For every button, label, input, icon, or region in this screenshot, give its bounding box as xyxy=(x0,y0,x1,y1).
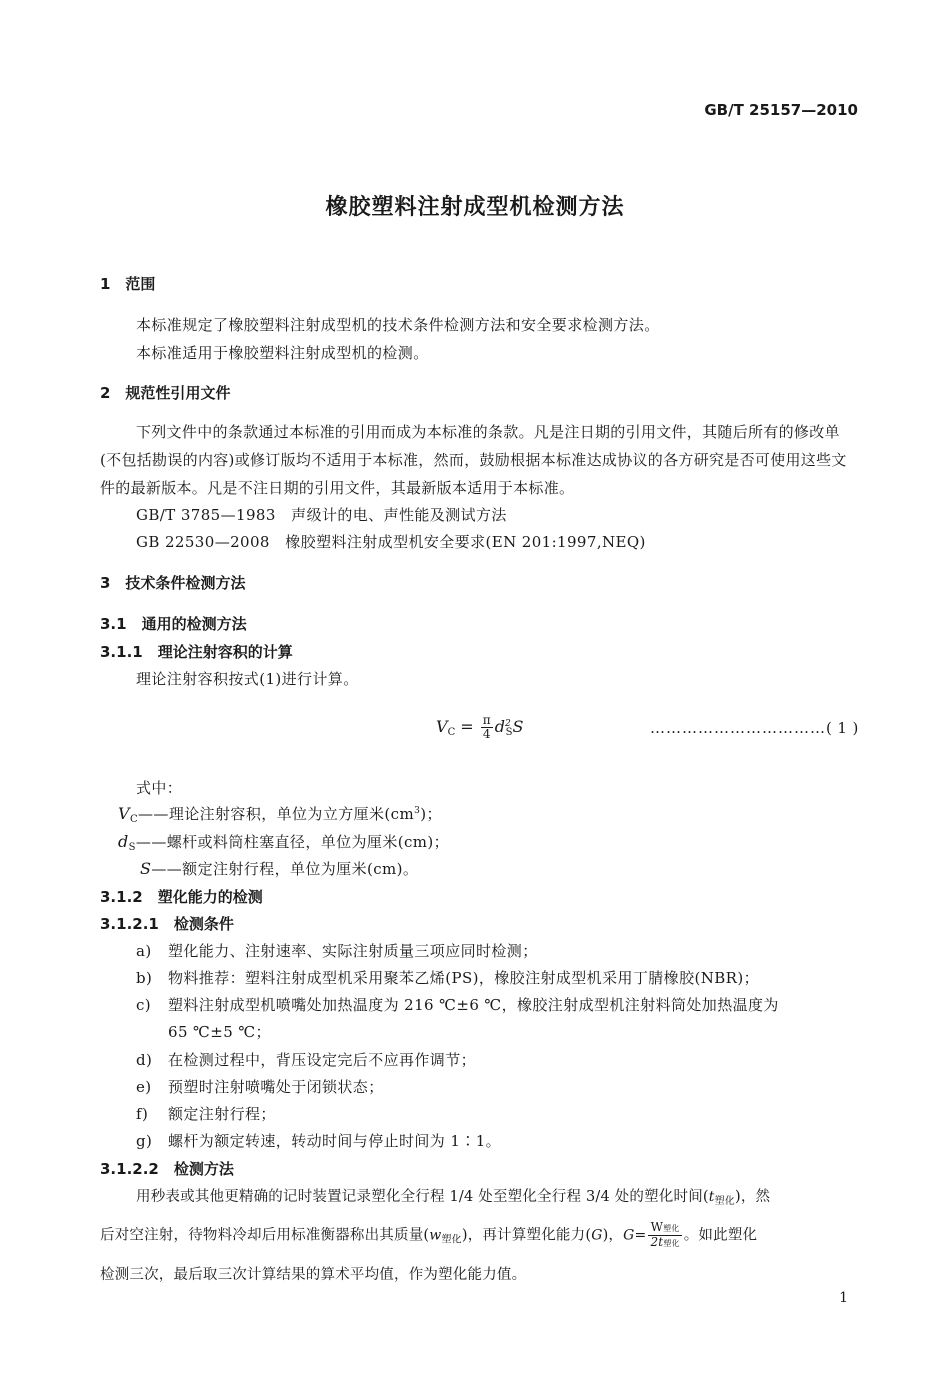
method-line-2-mid2: )， xyxy=(602,1227,624,1244)
definition-vc-tail: )； xyxy=(420,805,442,823)
section-3-1-2-1-heading: 3.1.2.1 检测条件 xyxy=(100,915,234,933)
method-fraction-numerator-sub: 塑化 xyxy=(663,1224,680,1233)
equation-fraction-numerator: π xyxy=(482,713,491,727)
condition-f xyxy=(136,1103,276,1124)
equation-number xyxy=(650,719,859,737)
condition-e-label: e) xyxy=(136,1078,152,1096)
equation-var-d: d xyxy=(494,717,505,736)
equation-d-sub: S xyxy=(505,727,513,738)
section-1-paragraph-2: 本标准适用于橡胶塑料注射成型机的检测。 xyxy=(136,344,429,362)
method-line-1 xyxy=(136,1185,770,1207)
equation-fraction-denominator: 4 xyxy=(482,727,491,741)
method-w-sub: 塑化 xyxy=(441,1234,462,1246)
standard-code: GB/T 25157—2010 xyxy=(704,101,858,119)
method-fraction-numerator-var: W xyxy=(650,1220,664,1234)
condition-b-text: 物料推荐：塑料注射成型机采用聚苯乙烯(PS)，橡胶注射成型机采用丁腈橡胶(NBR)； xyxy=(168,969,760,987)
condition-a xyxy=(136,940,538,961)
definition-ds-sub: S xyxy=(128,842,136,853)
condition-g xyxy=(136,1130,501,1151)
section-3-1-2-2-heading: 3.1.2.2 检测方法 xyxy=(100,1160,234,1178)
condition-c-label: c) xyxy=(136,996,152,1014)
definition-s xyxy=(140,858,418,879)
condition-c-continued xyxy=(168,1021,271,1042)
equation-1 xyxy=(436,714,524,741)
section-3-1-heading: 3.1 通用的检测方法 xyxy=(100,615,247,633)
equation-equals: = xyxy=(455,717,479,736)
condition-f-label: f) xyxy=(136,1105,149,1123)
method-g-symbol: G xyxy=(591,1227,603,1244)
reference-1: GB/T 3785—1983 声级计的电、声性能及测试方法 xyxy=(136,506,507,524)
reference-2: GB 22530—2008 橡胶塑料注射成型机安全要求(EN 201:1997,NEQ) xyxy=(136,533,646,551)
definition-s-symbol: S xyxy=(140,859,152,878)
section-2-heading: 2 规范性引用文件 xyxy=(100,384,231,402)
equation-var-s: S xyxy=(512,717,524,736)
section-3-heading: 3 技术条件检测方法 xyxy=(100,574,246,592)
condition-d-text: 在检测过程中，背压设定完后不应再作调节； xyxy=(168,1051,477,1069)
equation-number-label: ( 1 ) xyxy=(826,719,859,737)
section-3-1-2-heading: 3.1.2 塑化能力的检测 xyxy=(100,888,263,906)
equation-leader: …………………………… xyxy=(650,719,826,737)
definition-ds-text: ——螺杆或料筒柱塞直径，单位为厘米(cm)； xyxy=(135,833,450,851)
definition-vc-symbol: V xyxy=(118,804,130,823)
definition-ds-symbol: d xyxy=(118,832,129,851)
section-1-heading: 1 范围 xyxy=(100,275,156,293)
method-t-sub: 塑化 xyxy=(714,1196,735,1207)
page-number: 1 xyxy=(839,1290,848,1306)
condition-d xyxy=(136,1049,476,1070)
condition-b xyxy=(136,967,759,988)
method-line-2-text: 后对空注射，待物料冷却后用标准衡器称出其质量( xyxy=(100,1227,430,1244)
definition-ds xyxy=(118,831,449,853)
definition-vc-sup: 3 xyxy=(414,806,421,816)
condition-d-label: d) xyxy=(136,1051,153,1069)
condition-e xyxy=(136,1076,384,1097)
definition-vc xyxy=(118,803,442,825)
condition-c-continued-text: 65 ℃±5 ℃； xyxy=(168,1023,271,1041)
section-3-1-1-text: 理论注射容积按式(1)进行计算。 xyxy=(136,670,359,688)
where-label: 式中： xyxy=(136,779,183,797)
method-line-1-tail: )，然 xyxy=(735,1189,771,1205)
method-line-2-mid: )，再计算塑化能力( xyxy=(461,1227,592,1244)
method-fraction-denominator-var: 2t xyxy=(650,1235,664,1249)
equation-d-sup: 2 xyxy=(504,719,511,729)
condition-e-text: 预塑时注射喷嘴处于闭锁状态； xyxy=(168,1078,384,1096)
definition-vc-sub: C xyxy=(129,814,139,825)
method-w-symbol: w xyxy=(429,1227,442,1244)
method-g-equals: G= xyxy=(623,1227,647,1244)
section-1-paragraph-1: 本标准规定了橡胶塑料注射成型机的技术条件检测方法和安全要求检测方法。 xyxy=(136,316,660,334)
method-t-symbol: t xyxy=(708,1189,715,1205)
condition-g-label: g) xyxy=(136,1132,153,1150)
definition-s-text: ——额定注射行程，单位为厘米(cm)。 xyxy=(151,860,419,878)
method-fraction xyxy=(648,1221,681,1250)
condition-f-text: 额定注射行程； xyxy=(168,1105,276,1123)
method-fraction-denominator-sub: 塑化 xyxy=(663,1239,680,1248)
method-fraction-denominator xyxy=(648,1236,681,1250)
document-title: 橡胶塑料注射成型机检测方法 xyxy=(325,195,625,220)
condition-c xyxy=(136,994,779,1015)
method-fraction-numerator xyxy=(648,1221,681,1236)
condition-a-text: 塑化能力、注射速率、实际注射质量三项应同时检测； xyxy=(168,942,538,960)
condition-c-text: 塑料注射成型机喷嘴处加热温度为 216 ℃±6 ℃，橡胶注射成型机注射料筒处加热温度为 xyxy=(168,996,779,1014)
condition-g-text: 螺杆为额定转速，转动时间与停止时间为 1∶1。 xyxy=(168,1132,502,1150)
equation-lhs-var: V xyxy=(436,717,448,736)
condition-b-label: b) xyxy=(136,969,153,987)
method-line-3: 检测三次，最后取三次计算结果的算术平均值，作为塑化能力值。 xyxy=(100,1267,527,1283)
section-2-paragraph: 下列文件中的条款通过本标准的引用而成为本标准的条款。凡是注日期的引用文件，其随后所有的修改单(不包括勘误的内容)或修订版均不适用于本标准，然而，鼓励根据本标准达成协议的各方研究是否可使用这些文件的最新版本。凡是不注日期的引用文件，其最新版本适用于本标准。 xyxy=(100,423,847,497)
method-line-2 xyxy=(100,1221,757,1250)
method-line-2-tail: 。如此塑化 xyxy=(683,1227,758,1244)
equation-lhs-sub: C xyxy=(447,727,456,738)
section-3-1-1-heading: 3.1.1 理论注射容积的计算 xyxy=(100,643,293,661)
method-line-1-text: 用秒表或其他更精确的记时装置记录塑化全行程 1/4 处至塑化全行程 3/4 处的塑化时间( xyxy=(136,1189,709,1205)
condition-a-label: a) xyxy=(136,942,152,960)
definition-vc-text: ——理论注射容积，单位为立方厘米(cm xyxy=(138,805,415,823)
equation-fraction xyxy=(481,714,493,741)
